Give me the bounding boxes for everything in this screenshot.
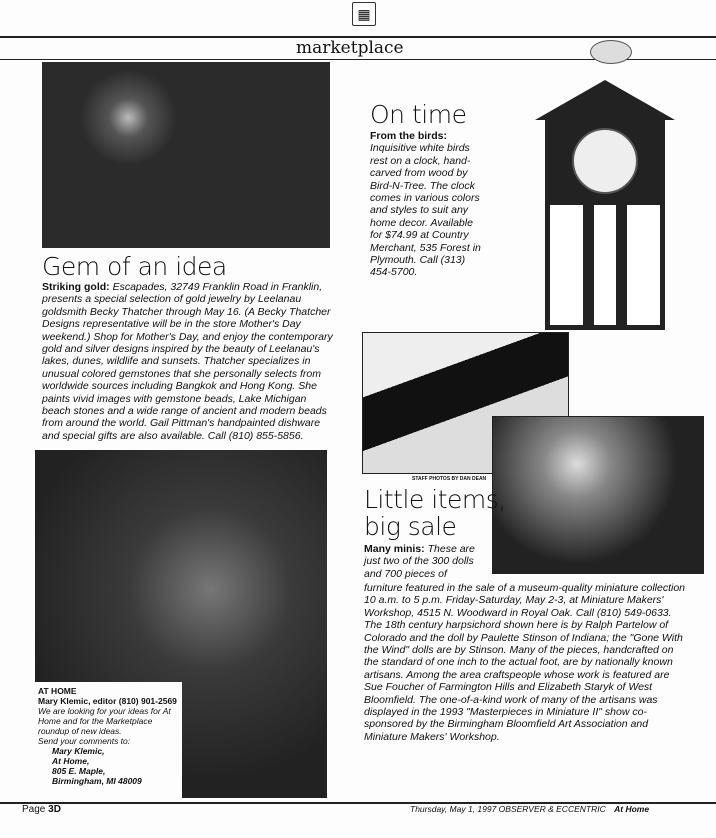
ontime-article bbox=[370, 130, 488, 279]
little-title bbox=[364, 486, 506, 540]
little-title-line: Little items, bbox=[364, 485, 506, 514]
page-number bbox=[22, 804, 61, 815]
little-article-intro bbox=[364, 543, 488, 580]
ontime-text: Inquisitive white birds rest on a clock, hand-carved from wood by Bird-N-Tree. The clock comes in various colors and styles to suit any home decor. Available for $74.99 at Country Merchant, 535 Forest in Plymouth. Call (313) 454-5700. bbox=[370, 142, 481, 279]
at-home-invite: We are looking for your ideas for At Home and for the Marketplace roundup of new ideas. bbox=[38, 706, 171, 736]
gem-text: Escapades, 32749 Franklin Road in Franklin, presents a special selection of gold jewelry by Leelanau goldsmith Becky Thatcher through May 16. (A Becky Thatcher Designs representative will be in the store Mother's Day weekend.) Shop for Mother's Day, and enjoy the contemporary gold and silver designs inspired by the beauty of Leelanau's lakes, dunes, wildlife and sunsets. Thatcher specializes in unusual colored gemstones that she personally selects from worldwide sources including Bangkok and Hong Kong. She paints vivid images with gemstone beads, Lake Michigan beach stones and a wide range of ancient and modern beads from around the world. Gail Pittman's handpainted dishware and special gifts are also available. Call (810) 855-5856. bbox=[42, 281, 333, 442]
page-prefix: Page bbox=[22, 804, 49, 815]
address-line: At Home, bbox=[52, 756, 90, 766]
little-article: furniture featured in the sale of a museum-quality miniature collection 10 a.m. to 5 p.m. Friday-Saturday, May 2-3, at Miniature Makers' Workshop, 4515 N. Woodward in Royal Oak. Call (810) 549-0633. The 18th century harpsichord shown here is by Ralph Partelow of Colorado and the doll by Paulette Stinson of Indiana; the "Gone With the Wind" dolls are by Stinson. Many of the pieces, handcrafted on the standard of one inch to the actual foot, are by nationally known artisans. Among the area craftspeople whose work is featured are Sue Foucher of Farmington Hills and Elizabeth Staryk of West Bloomfield. The one-of-a-kind work of many of the artisans was displayed in the 1993 "Masterpieces in Miniature II" show co-sponsored by the Birmingham Bloomfield Art Association and Miniature Makers' Workshop. bbox=[364, 582, 685, 743]
dateline bbox=[410, 804, 649, 814]
at-home-send: Send your comments to: bbox=[38, 736, 131, 746]
address-line: Birmingham, MI 48009 bbox=[52, 776, 142, 786]
little-title-line: big sale bbox=[364, 512, 457, 541]
page-num: 3D bbox=[48, 804, 61, 815]
address-line: Mary Klemic, bbox=[52, 746, 105, 756]
little-text1: These are just two of the 300 dolls and 700 pieces of bbox=[364, 543, 475, 580]
clock-photo bbox=[510, 40, 695, 330]
section-title: marketplace bbox=[296, 38, 404, 58]
at-home-box bbox=[34, 682, 182, 802]
at-home-title: AT HOME bbox=[38, 686, 77, 696]
at-home-editor: Mary Klemic, editor (810) 901-2569 bbox=[38, 696, 177, 706]
little-lead: Many minis: bbox=[364, 543, 425, 555]
footer-date: Thursday, May 1, 1997 OBSERVER & ECCENTRIC bbox=[410, 804, 606, 814]
gift-box-icon: ▦ bbox=[352, 2, 376, 26]
footer-section: At Home bbox=[614, 804, 650, 814]
dolls-photo bbox=[492, 416, 704, 574]
jewelry-photo bbox=[42, 62, 330, 248]
ontime-title: On time bbox=[370, 100, 467, 129]
gem-lead: Striking gold: bbox=[42, 281, 110, 293]
photo-credit: STAFF PHOTOS BY DAN DEAN bbox=[412, 476, 487, 482]
ontime-lead: From the birds: bbox=[370, 130, 448, 142]
gem-title: Gem of an idea bbox=[42, 252, 227, 281]
address-line: 805 E. Maple, bbox=[52, 766, 106, 776]
gem-article bbox=[42, 281, 334, 442]
